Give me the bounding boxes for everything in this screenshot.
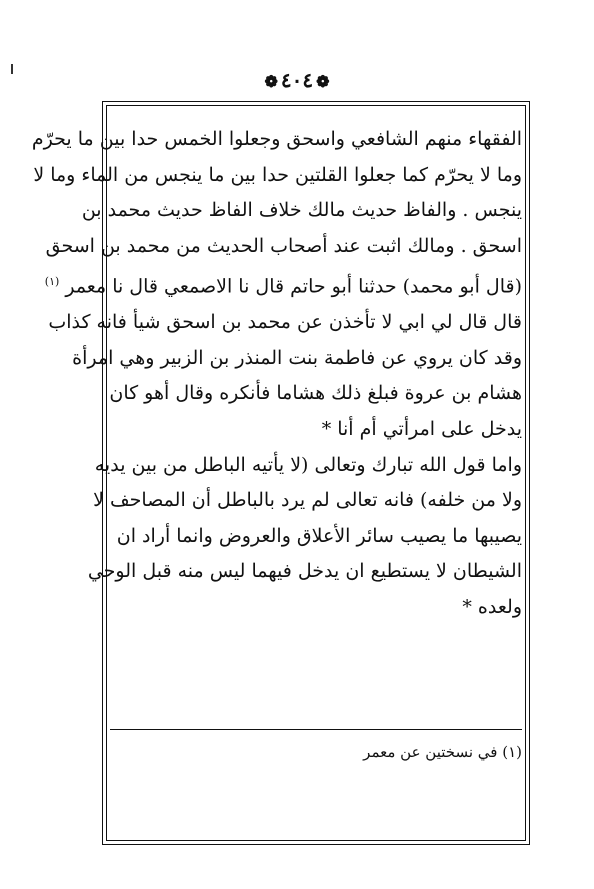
text-line-with-footnote [44,264,522,305]
main-text [31,122,522,626]
text-line: هشام بن عروة فبلغ ذلك هشاما فأنكره وقال أهو كان [109,382,522,405]
footnote-marker: (١) [44,275,60,289]
page-number-text: ٤٠٤ [280,68,314,92]
page-number [0,68,594,92]
text-line-content: (قال أبو محمد) حدثنا أبو حاتم قال نا الاصمعي قال نا معمر [65,275,522,298]
text-line: يصيبها ما يصيب سائر الأعلاق والعروض وانما أراد ان [116,524,522,547]
text-line: وما لا يحرّم كما جعلوا القلتين حدا بين ما ينجس من الماء وما لا [33,163,522,186]
text-line: اسحق . ومالك اثبت عند أصحاب الحديث من محمد بن اسحق [45,234,522,257]
text-line: ينجس . والفاظ حديث مالك خلاف الفاظ حديث محمد بن [81,199,522,222]
text-line: يدخل على امرأتي أم أنا * [321,418,522,441]
footnote-separator [110,729,522,730]
text-line: واما قول الله تبارك وتعالى (لا يأتيه الباطل من بين يديه [94,453,522,476]
text-line: قال قال لي ابي لا تأخذن عن محمد بن اسحق شيأ فانه كذاب [48,311,522,334]
text-line: ولا من خلفه) فانه تعالى لم يرد بالباطل أن المصاحف لا [93,489,522,512]
text-line: الفقهاء منهم الشافعي واسحق وجعلوا الخمس حدا بين ما يحرّم [31,128,522,150]
text-line: وقد كان يروي عن فاطمة بنت المنذر بن الزبير وهي امرأة [72,346,522,369]
right-ornament-icon: ❁ [316,72,330,91]
footnote: (١) في نسختين عن معمر [363,743,522,761]
text-line: الشيطان لا يستطيع ان يدخل فيهما ليس منه قبل الوحي [87,560,522,583]
text-line: ولعده * [462,596,522,619]
left-ornament-icon: ❁ [264,72,278,91]
